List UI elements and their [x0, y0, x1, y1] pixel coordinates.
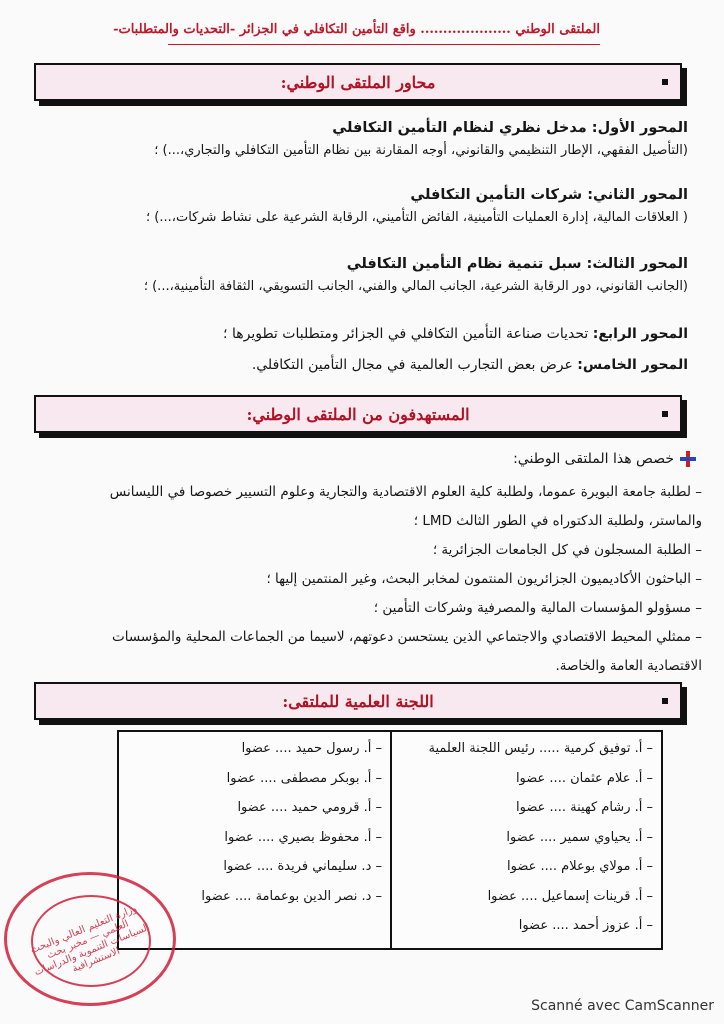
axis-2-details: ( العلاقات المالية، إدارة العمليات التأمينية، الفائض التأميني، الرقابة الشرعية على نشاط شركات،...) ؛ — [146, 210, 688, 225]
axis-4 — [48, 326, 688, 342]
committee-table — [117, 730, 663, 950]
committee-section-title — [34, 682, 682, 720]
target-line: – الباحثون الأكاديميون الجزائريون المنتمون لمخابر البحث، وغير المنتمين إليها ؛ — [266, 571, 702, 587]
header-underline — [168, 44, 600, 45]
targets-section-label: المستهدفون من الملتقى الوطني: — [246, 404, 470, 424]
axes-section-label: محاور الملتقى الوطني: — [280, 72, 436, 92]
committee-member: – أ. محفوظ بصيري .... عضوا — [224, 829, 382, 845]
committee-column-right — [390, 732, 661, 948]
committee-member: – د. نصر الدين بوعمامة .... عضوا — [201, 888, 382, 904]
axis-5 — [48, 357, 688, 373]
targets-section-title — [34, 395, 682, 433]
committee-member: – أ. مولاي بوعلام .... عضوا — [507, 859, 653, 874]
axis-1 — [48, 120, 688, 158]
document-header: الملتقى الوطني .................... واقع التأمين التكافلي في الجزائر -التحديات والمتطلبات- — [113, 22, 600, 37]
axis-2-label: المحور الثاني: — [587, 187, 688, 203]
committee-member: – أ. قرومي حميد .... عضوا — [237, 800, 382, 815]
targets-intro — [513, 451, 696, 467]
axis-4-text: تحديات صناعة التأمين التكافلي في الجزائر ومتطلبات تطويرها ؛ — [223, 326, 589, 342]
committee-member: – أ. رسول حميد .... عضوا — [241, 741, 382, 756]
axis-2 — [48, 187, 688, 225]
committee-member: – أ. بوبكر مصطفى .... عضوا — [226, 770, 382, 786]
committee-member: – د. سليماني فريدة .... عضوا — [223, 859, 382, 874]
target-line: – الطلبة المسجلون في كل الجامعات الجزائرية ؛ — [432, 542, 702, 558]
committee-member: – أ. قرينات إسماعيل .... عضوا — [487, 888, 653, 904]
axis-5-text: عرض بعض التجارب العالمية في مجال التأمين التكافلي. — [251, 357, 573, 373]
axis-1-title: مدخل نظري لنظام التأمين التكافلي — [332, 120, 587, 136]
axis-3-label: المحور الثالث: — [586, 256, 688, 272]
scanner-watermark: Scanné avec CamScanner — [531, 998, 714, 1014]
stamp-text: وزارة التعليم العالي والبحث العلمي — مخبر بحث السياسات التنموية والدراسات الاستشرافية — [29, 903, 152, 979]
axis-3 — [48, 256, 688, 294]
plus-bullet-icon — [680, 451, 696, 467]
committee-section-label: اللجنة العلمية للملتقى: — [282, 691, 434, 711]
axis-3-details: (الجانب القانوني، دور الرقابة الشرعية، الجانب المالي والفني، الجانب التسويقي، الثقافة التأمينية،...) ؛ — [143, 279, 688, 294]
bullet-square-icon — [662, 79, 668, 85]
committee-member: – أ. يحياوي سمير .... عضوا — [506, 829, 653, 845]
target-line: – ممثلي المحيط الاقتصادي والاجتماعي الذين يستحسن دعوتهم، لاسيما من الجماعات المحلية والمؤسسات — [112, 629, 702, 645]
committee-member: – أ. توفيق كرمية ..... رئيس اللجنة العلمية — [428, 741, 653, 756]
bullet-square-icon — [662, 698, 668, 704]
axis-2-title: شركات التأمين التكافلي — [410, 187, 583, 203]
targets-list — [22, 478, 702, 681]
axis-1-label: المحور الأول: — [591, 120, 688, 136]
target-line: – لطلبة جامعة البويرة عموما، ولطلبة كلية العلوم الاقتصادية والتجارية وعلوم التسيير خصوصا في الليسانس — [109, 484, 702, 500]
target-line: والماستر، ولطلبة الدكتوراه في الطور الثالث LMD ؛ — [413, 513, 702, 529]
target-line: – مسؤولو المؤسسات المالية والمصرفية وشركات التأمين ؛ — [373, 600, 702, 616]
committee-member: – أ. عزوز أحمد .... عضوا — [518, 918, 653, 933]
axis-4-label: المحور الرابع: — [592, 326, 688, 342]
committee-member: – أ. رشام كهينة .... عضوا — [516, 800, 653, 815]
axis-5-label: المحور الخامس: — [577, 357, 688, 373]
committee-member: – أ. علام عثمان .... عضوا — [515, 770, 653, 786]
axes-section-title — [34, 63, 682, 101]
axis-3-title: سبل تنمية نظام التأمين التكافلي — [346, 256, 582, 272]
official-stamp — [4, 872, 176, 1006]
target-line: الاقتصادية العامة والخاصة. — [555, 658, 702, 674]
bullet-square-icon — [662, 411, 668, 417]
targets-intro-text: خصص هذا الملتقى الوطني: — [513, 451, 674, 467]
axis-1-details: (التأصيل الفقهي، الإطار التنظيمي والقانوني، أوجه المقارنة بين نظام التأمين التكافلي والتجاري،...) ؛ — [154, 143, 688, 158]
